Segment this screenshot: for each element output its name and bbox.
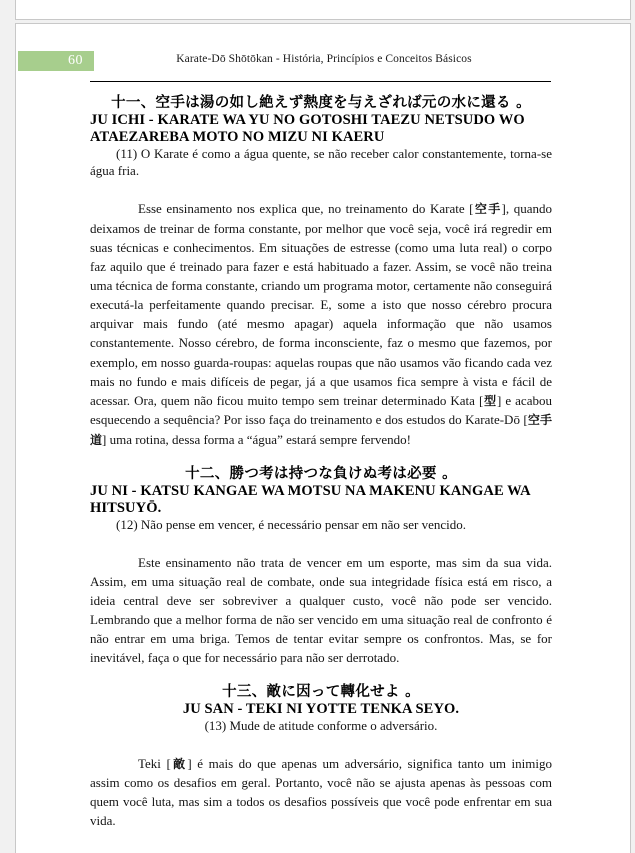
header-divider-rule bbox=[90, 81, 551, 82]
section-11-romaji-line-2: ATAEZAREBA MOTO NO MIZU NI KAERU bbox=[90, 129, 385, 146]
page-header bbox=[16, 51, 630, 73]
section-11-kanji-kata: 型 bbox=[483, 393, 497, 408]
section-11-body-part-2: ], quando deixamos de treinar de forma constante, por melhor que você seja, você irá regredir em suas técnicas e conhecimentos. Em situações de estresse (como uma luta real) o corpo faz aquilo que é treinado para fazer e está habituado a fazer. Assim, se você não treina uma técnica de forma constante, criando um programa motor, certamente não conseguirá executá-la perfeitamente quando precisar. E, some a isto que nosso cérebro procura arquivar mais fundo (até mesmo apagar) aquela informação que não usamos constantemente. Nosso cérebro, de forma inconsciente, faz o mesmo que fazemos, por exemplo, em nosso guarda-roupas: aquelas roupas que não usamos vão ficando cada vez mais no fundo e mais difíceis de pegar, já a que usamos fica sempre à vista e fácil de acessar. Ora, quem não ficou muito tempo sem treinar determinado Kata [ bbox=[90, 201, 552, 408]
section-11-numbered-text: (11) O Karate é como a água quente, se não receber calor constantemente, torna-se água fria. bbox=[90, 146, 552, 179]
document-page bbox=[15, 23, 631, 853]
section-11-japanese-heading: 十一、空手は湯の如し絶えず熱度を与えざれば元の水に還る 。 bbox=[111, 95, 531, 111]
previous-page-edge bbox=[15, 0, 631, 20]
section-13-japanese-heading: 十三、敵に因って轉化せよ 。 bbox=[222, 683, 420, 700]
spacer bbox=[90, 534, 552, 553]
section-11-body-part-1: Esse ensinamento nos explica que, no treinamento do Karate [ bbox=[138, 201, 474, 217]
section-12-japanese-heading: 十二、勝つ考は持つな負けぬ考は必要 。 bbox=[185, 465, 457, 482]
section-12-numbered-text: (12) Não pense em vencer, é necessário pensar em não ser vencido. bbox=[116, 516, 466, 532]
spacer bbox=[90, 180, 552, 199]
section-12-romaji-line-1: JU NI - KATSU KANGAE WA MOTSU NA MAKENU KANGAE WA bbox=[90, 482, 531, 499]
section-11-body-paragraph bbox=[90, 199, 552, 449]
running-header-title: Karate-Dō Shōtōkan - História, Princípios e Conceitos Básicos bbox=[176, 53, 472, 65]
section-11-kanji-karate: 空手 bbox=[473, 202, 502, 217]
section-11-body-part-4: ] uma rotina, dessa forma a “água” estará sempre fervendo! bbox=[102, 431, 411, 447]
section-13-body-part-2: ] é mais do que apenas um adversário, significa tanto um inimigo assim como os desafios em geral. Portanto, você não se ajusta apenas às pessoas com quem você luta, mas sim a todos os desafios possíveis que você pode enfrentar em sua vida. bbox=[90, 755, 552, 829]
spacer bbox=[90, 668, 552, 683]
page-content bbox=[90, 94, 552, 831]
page-number-badge: 60 bbox=[18, 51, 94, 71]
section-13-numbered-text: (13) Mude de atitude conforme o adversário. bbox=[204, 717, 438, 733]
section-13-romaji-line-1: JU SAN - TEKI NI YOTTE TENKA SEYO. bbox=[182, 700, 460, 717]
section-11-romaji-line-1: JU ICHI - KARATE WA YU NO GOTOSHI TAEZU NETSUDO WO bbox=[90, 112, 525, 129]
section-13-body-paragraph bbox=[90, 754, 552, 831]
spacer bbox=[90, 450, 552, 465]
section-12-body-paragraph: Este ensinamento não trata de vencer em um esporte, mas sim da sua vida. Assim, em uma situação real de combate, onde sua integridade física está em risco, a ideia central deve ser sobreviver a qualquer custo, você não pode ser vencido. Lembrando que a melhor forma de não ser vencido em uma situação real de confronto é não entrar em uma briga. Temos de tentar evitar sempre os confrontos. Mas, se for inevitável, faça o que for necessário para não ser derrotado. bbox=[90, 554, 552, 666]
spacer bbox=[90, 735, 552, 754]
section-11-body-part-3: ] e acabou esquecendo a sequência? Por isso faça do treinamento e dos estudos do Karate-Dō [ bbox=[90, 392, 552, 428]
section-12-romaji-line-2: HITSUYŌ. bbox=[90, 499, 162, 516]
section-13-kanji-teki: 敵 bbox=[170, 756, 188, 771]
section-13-body-part-1: Teki [ bbox=[138, 755, 171, 771]
section-11-kanji-karatedo: 空手道 bbox=[90, 413, 552, 447]
